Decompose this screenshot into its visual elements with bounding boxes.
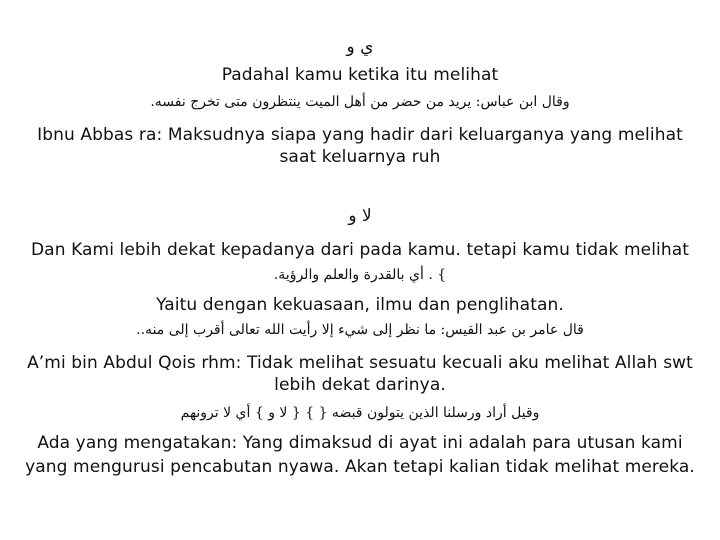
translation-line-3: saat keluarnya ruh bbox=[279, 147, 441, 167]
translation-line-9: yang mengurusi pencabutan nyawa. Akan tetapi kalian tidak melihat mereka. bbox=[25, 457, 695, 477]
translation-line-7: lebih dekat darinya. bbox=[274, 375, 446, 395]
arabic-commentary-1: وقال ابن عباس: يريد من حضر من أهل الميت ينتظرون متى تخرج نفسه. bbox=[150, 94, 570, 110]
translation-line-2: Ibnu Abbas ra: Maksudnya siapa yang hadir dari keluarganya yang melihat bbox=[37, 125, 683, 145]
arabic-commentary-2: } . أي بالقدرة والعلم والرؤية. bbox=[273, 267, 447, 283]
translation-line-4: Dan Kami lebih dekat kepadanya dari pada kamu. tetapi kamu tidak melihat bbox=[30, 240, 689, 260]
translation-line-8: Ada yang mengatakan: Yang dimaksud di ayat ini adalah para utusan kami bbox=[37, 433, 683, 453]
arabic-verse-fragment-1: ي و bbox=[346, 37, 374, 57]
arabic-commentary-4: وقيل أراد ورسلنا الذين يتولون قبضه { } { لا و } أي لا ترونهم bbox=[180, 405, 540, 421]
arabic-commentary-3: قال عامر بن عبد القيس: ما نظر إلى شيء إلا رأيت الله تعالى أقرب إلى منه.. bbox=[136, 322, 584, 338]
translation-line-1: Padahal kamu ketika itu melihat bbox=[221, 65, 499, 85]
translation-line-6: A’mi bin Abdul Qois rhm: Tidak melihat sesuatu kecuali aku melihat Allah swt bbox=[27, 353, 693, 373]
arabic-verse-fragment-2: لا و bbox=[348, 206, 372, 226]
translation-line-5: Yaitu dengan kekuasaan, ilmu dan penglihatan. bbox=[156, 295, 564, 315]
